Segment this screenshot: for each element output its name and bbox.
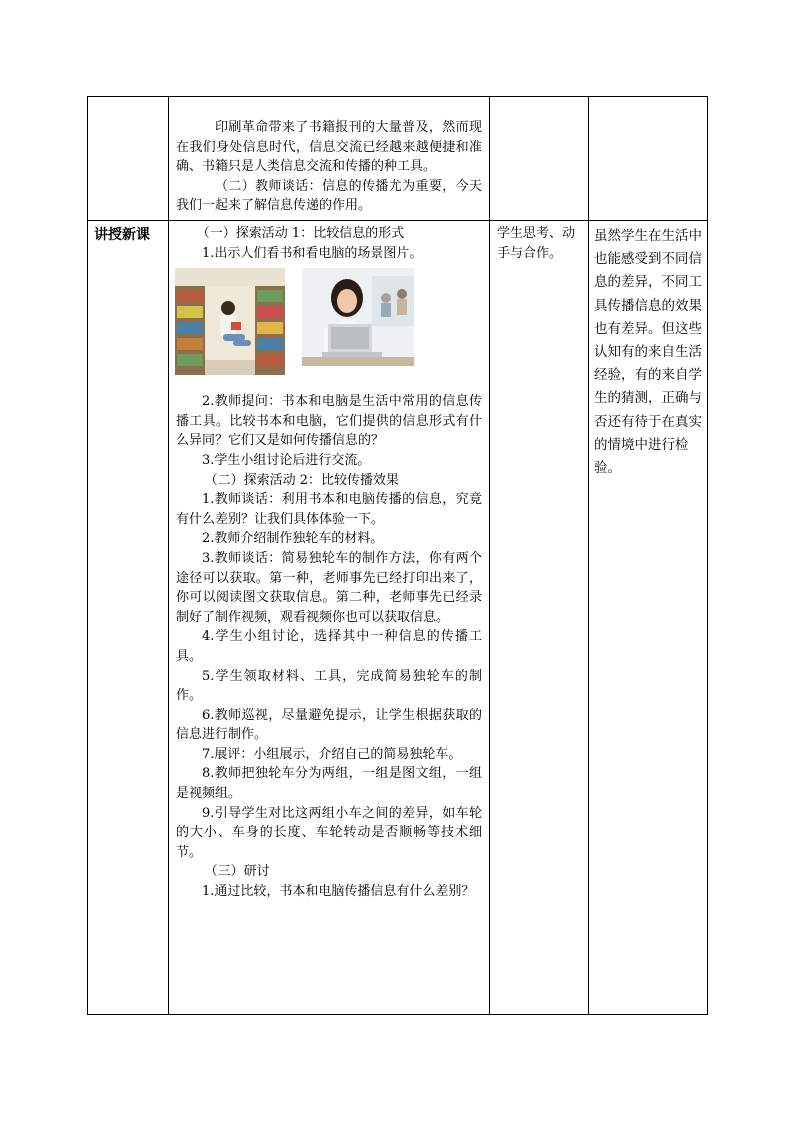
table-row-new-lesson bbox=[88, 221, 708, 1015]
activity2-step1: 1.教师谈话：利用书本和电脑传播的信息，究竟有什么差别？让我们具体体验一下。 bbox=[176, 492, 482, 527]
activity2-step4: 4.学生小组讨论，选择其中一种信息的传播工具。 bbox=[176, 629, 482, 664]
lesson-plan-table bbox=[87, 96, 708, 1015]
design-note-cell bbox=[589, 221, 708, 1015]
scene-photos bbox=[176, 268, 482, 386]
activity1-step3: 3.学生小组讨论后进行交流。 bbox=[202, 452, 371, 468]
photo-student-reading-in-library bbox=[175, 268, 285, 375]
note-cell-empty bbox=[589, 97, 708, 221]
activity2-step3: 3.教师谈话：简易独轮车的制作方法，你有两个途径可以获取。第一种，老师事先已经打印出来了，你可以阅读图文获取信息。第二种，老师事先已经录制好了制作视频，观看视频你也可以获取信息。 bbox=[176, 550, 482, 625]
student-activity-text: 学生思考、动手与合作。 bbox=[497, 226, 576, 261]
activity2-heading: （二）探索活动 2：比较传播效果 bbox=[204, 472, 399, 488]
activity2-step6: 6.教师巡视，尽量避免提示，让学生根据获取的信息进行制作。 bbox=[176, 707, 482, 743]
stage-label: 讲授新课 bbox=[94, 227, 150, 243]
photo-woman-using-laptop bbox=[302, 268, 414, 366]
activity2-step8: 8.教师把独轮车分为两组，一组是图文组，一组是视频组。 bbox=[176, 766, 482, 802]
table-row-intro bbox=[88, 97, 708, 221]
activity1-step1: 1.出示人们看书和看电脑的场景图片。 bbox=[202, 245, 423, 261]
content-cell-intro bbox=[169, 97, 490, 221]
activity2-step5: 5.学生领取材料、工具，完成简易独轮车的制作。 bbox=[176, 668, 482, 704]
activity2-step9: 9.引导学生对比这两组小车之间的差异，如车轮的大小、车身的长度、车轮转动是否顺畅等技术细节。 bbox=[176, 805, 482, 860]
stage-cell-empty bbox=[88, 97, 169, 221]
activity1-step2: 2.教师提问：书本和电脑是生活中常用的信息传播工具。比较书本和电脑，它们提供的信息形式有什么异同？它们又是如何传播信息的？ bbox=[176, 394, 482, 449]
activity3-heading: （三）研讨 bbox=[204, 864, 270, 880]
student-cell-empty bbox=[490, 97, 589, 221]
activity1-heading: （一）探索活动 1：比较信息的形式 bbox=[196, 226, 405, 241]
activity3-step1: 1.通过比较，书本和电脑传播信息有什么差别？ bbox=[202, 884, 475, 900]
stage-cell bbox=[88, 221, 169, 1015]
intro-paragraph: 印刷革命带来了书籍报刊的大量普及，然而现在我们身处信息时代，信息交流已经越来越便捷和准确、书籍只是人类信息交流和传播的种工具。 bbox=[176, 120, 482, 175]
student-activity-cell bbox=[490, 221, 589, 1015]
activity2-step2: 2.教师介绍制作独轮车的材料。 bbox=[202, 531, 384, 547]
teacher-talk-paragraph: （二）教师谈话：信息的传播尤为重要，今天我们一起来了解信息传递的作用。 bbox=[176, 178, 482, 214]
design-note-text: 虽然学生在生活中也能感受到不同信息的差异，不同工具传播信息的效果也有差异。但这些认知有的来自生活经验，有的来自学生的猜测，正确与否还有待于在真实的情境中进行检验。 bbox=[594, 228, 702, 477]
activity2-step7: 7.展评：小组展示，介绍自己的简易独轮车。 bbox=[202, 746, 462, 762]
content-cell-main bbox=[169, 221, 490, 1015]
